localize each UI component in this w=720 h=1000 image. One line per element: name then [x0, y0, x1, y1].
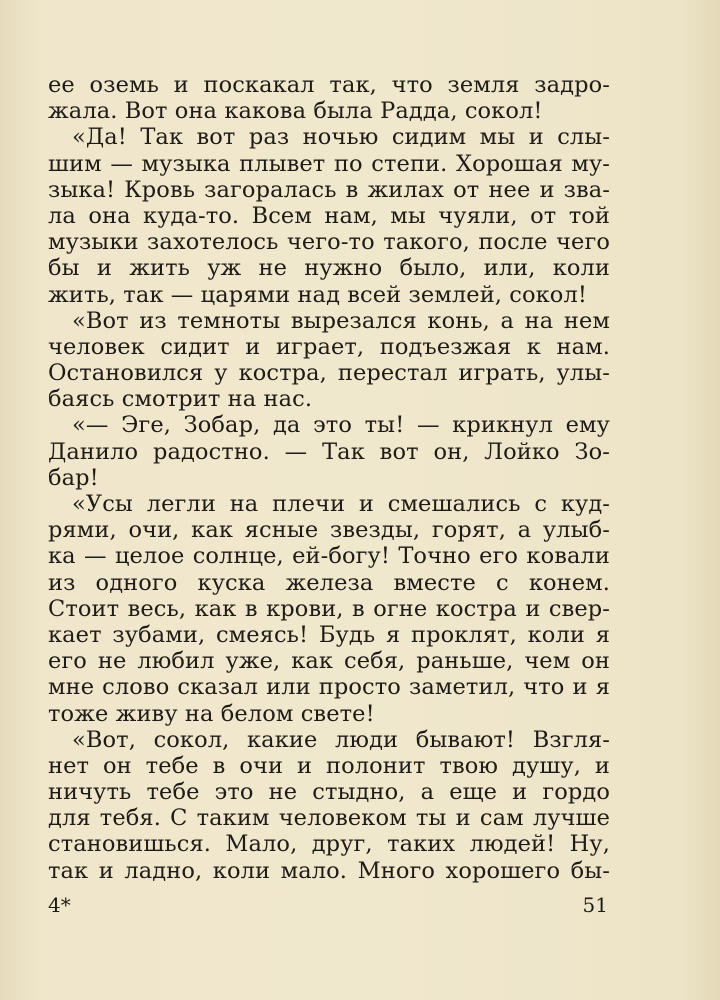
text-line: из одного куска железа вместе с конем.: [48, 569, 610, 596]
text-line: ла она куда-то. Всем нам, мы чуяли, от той: [48, 202, 610, 229]
text-line: бар!: [48, 464, 99, 491]
text-line: баясь смотрит на нас.: [48, 386, 313, 413]
text-line: тоже живу на белом свете!: [48, 700, 375, 727]
page-number: 51: [582, 893, 608, 917]
text-line: кает зубами, смеясь! Будь я проклят, коли я: [48, 621, 610, 648]
text-line: Данило радостно. — Так вот он, Лойко Зо-: [48, 438, 610, 465]
text-line: Стоит весь, как в крови, в огне костра и свер-: [48, 595, 610, 622]
text-line: Остановился у костра, перестал играть, улы-: [48, 360, 610, 387]
text-line: мне слово сказал или просто заметил, что и я: [48, 674, 610, 701]
text-line: «Вот, сокол, какие люди бывают! Взгля-: [72, 726, 610, 753]
text-line: музыки захотелось чего-то такого, после чего: [48, 229, 610, 256]
text-line: человек сидит и играет, подъезжая к нам.: [48, 333, 610, 360]
text-line: рями, очи, как ясные звезды, горят, а улыб-: [48, 517, 610, 544]
text-line: нет он тебе в очи и полонит твою душу, и: [48, 752, 610, 779]
signature-mark: 4*: [48, 893, 71, 917]
text-line: ее оземь и поскакал так, что земля задро-: [48, 72, 610, 98]
text-line: «Да! Так вот раз ночью сидим мы и слы-: [72, 124, 610, 151]
text-line: шим — музыка плывет по степи. Хорошая му-: [48, 150, 610, 177]
text-line: его не любил уже, как себя, раньше, чем он: [48, 648, 610, 675]
text-line: зыка! Кровь загоралась в жилах от нее и зва-: [48, 176, 610, 203]
body-text: [48, 72, 610, 884]
text-line: ка — целое солнце, ей-богу! Точно его ковали: [48, 543, 610, 570]
text-line: бы и жить уж не нужно было, или, коли: [48, 255, 610, 282]
text-line: ничуть тебе это не стыдно, а еще и гордо: [48, 779, 610, 806]
text-line: так и ладно, коли мало. Много хорошего бы-: [48, 857, 610, 884]
text-line: жить, так — царями над всей землей, сокол!: [48, 281, 587, 308]
text-line: «Вот из темноты вырезался конь, а на нем: [72, 307, 610, 334]
text-line: жала. Вот она какова была Радда, сокол!: [48, 98, 543, 125]
text-line: становишься. Мало, друг, таких людей! Ну,: [48, 831, 610, 858]
text-line: «Усы легли на плечи и смешались с куд-: [72, 491, 610, 517]
text-line: для тебя. С таким человеком ты и сам лучше: [48, 805, 610, 832]
text-line: «— Эге, Зобар, да это ты! — крикнул ему: [72, 412, 610, 439]
